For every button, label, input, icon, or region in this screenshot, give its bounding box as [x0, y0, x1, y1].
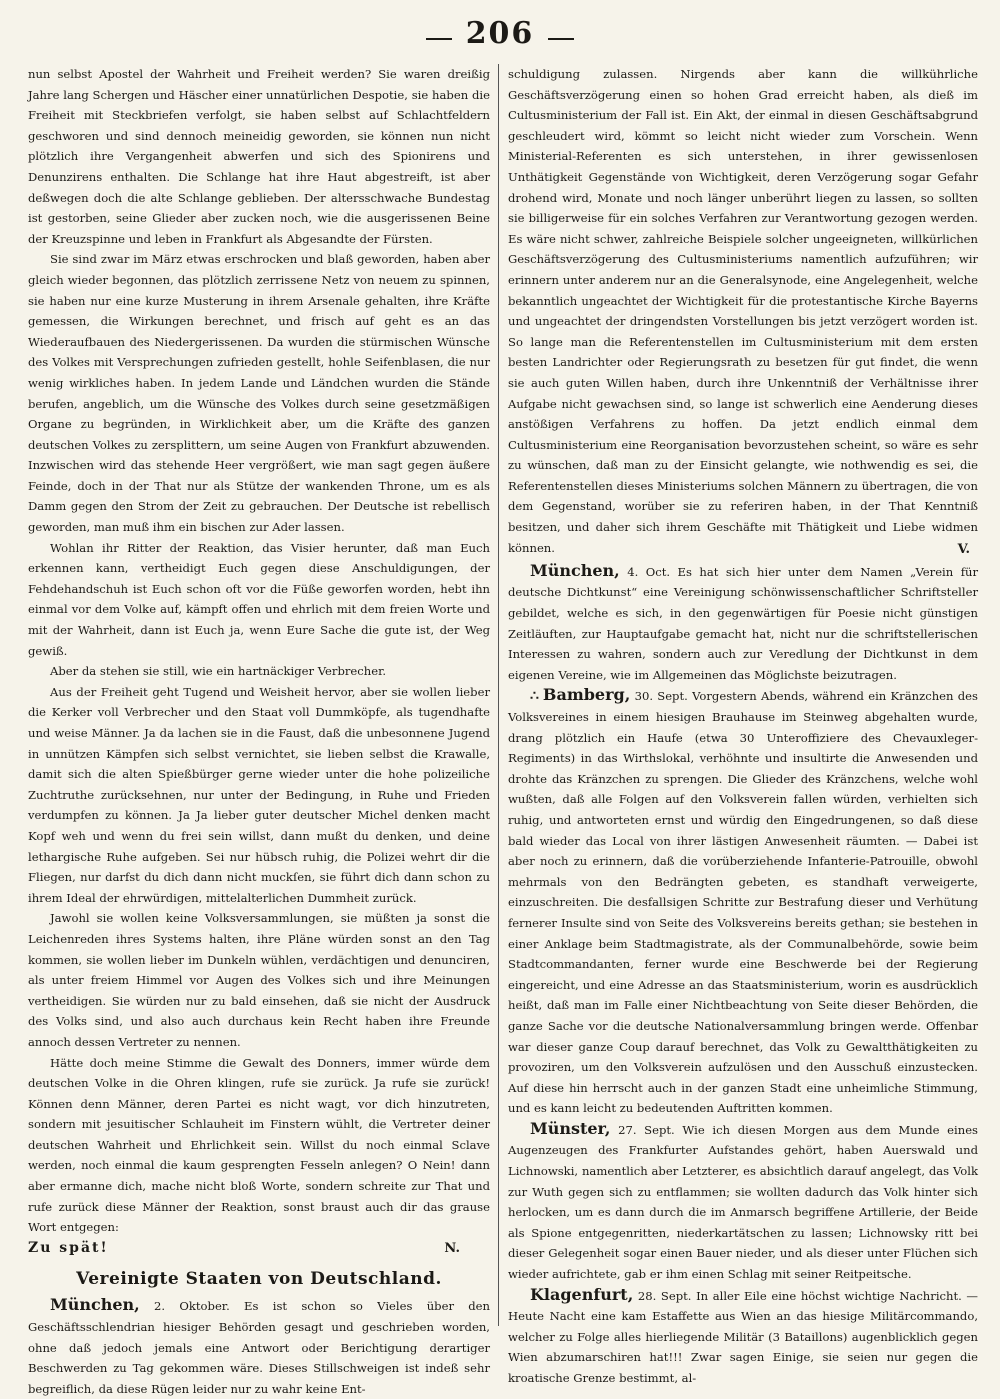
munich-dateline: München, [50, 1295, 140, 1315]
left-paragraph-2: Sie sind zwar im März etwas erschrocken und blaß geworden, haben aber gleich wieder begonnen, das plötzlich zerrissene Netz von neuem zu spinnen, sie haben nur eine kurze Musterung in ihrem Arsenale gehalten, ihre Kräfte gemessen, die Wirkungen berechnet, und frisch auf geht es an das Wiederaufbauen des Niedergerissenen. Da wurden die stürmischen Wünsche des Volkes mit Versprechungen zufrieden gestellt, hohle Seifenblasen, die nur wenig wirkliches haben. In jedem Lande und Ländchen wurden die Stände berufen, angeblich, um die Wünsche des Volkes durch seine gesetzmäßigen Organe zu begründen, in Wirklichkeit aber, um die Kräfte des ganzen deutschen Volkes zu zersplittern, um seine Augen von Frankfurt abzuwenden. Inzwischen wird das stehende Heer vergrößert, wie man sagt gegen äußere Feinde, doch in der That nur als Stütze der wankenden Throne, um es als Damm gegen den Strom der Zeit zu gebrauchen. Der Deutsche ist rebellisch geworden, man muß ihm ein bischen zur Ader lassen. [28, 252, 490, 535]
bamberg-dateline: Bamberg, [542, 685, 631, 705]
page-header [0, 14, 1000, 54]
klagenfurt-article [508, 1285, 978, 1389]
section-title: Vereinigte Staaten von Deutschland. [76, 1269, 442, 1290]
klagenfurt-dateline: Klagenfurt, [530, 1284, 634, 1304]
bamberg-mark: ∴ [530, 688, 539, 705]
klagenfurt-day: 28. Sept. [637, 1288, 692, 1303]
sign-off-initial: N. [444, 1240, 460, 1256]
munich-verein-article [508, 561, 978, 686]
munich-verein-text: Es hat sich hier unter dem Namen „Verein für deutsche Dichtkunst“ eine Vereinigung schönwissenschaftlicher Schriftsteller gebildet, welche es sich, in den gegenwärtigen für Poesie nicht günstigen Zeitläuften, zur Hauptaufgabe gemacht hat, nicht nur die schriftstellerischen Interessen zu wahren, sondern auch zur Veredlung der Dichtkunst in dem eigenen Vereine, wie im Allgemeinen das Möglichste beizutragen. [508, 564, 978, 682]
munster-day: 27. Sept. [618, 1122, 675, 1137]
right-column [508, 64, 979, 1385]
column-rule [498, 64, 499, 1326]
sign-off-text: Zu spät! [28, 1239, 109, 1256]
header-dash-right [548, 38, 574, 40]
right-paragraph-1-initial: V. [957, 542, 970, 558]
munich-article [28, 1295, 490, 1399]
left-paragraph-4: Aber da stehen sie still, wie ein hartnäckiger Verbrecher. [50, 664, 387, 679]
article-sign-off [28, 1238, 490, 1260]
munich-text: Es ist schon so Vieles über den Geschäftsschlendrian hiesiger Behörden gesagt und geschrieben worden, ohne daß jedoch jemals eine Antwort oder Berichtigung derartiger Beschwerden zu Tag gekommen wäre. Dieses Stillschweigen ist indeß sehr begreiflich, da diese Rügen leider nur zu wahr keine Ent- [28, 1299, 491, 1396]
left-column [28, 64, 491, 1396]
right-paragraph-1: schuldigung zulassen. Nirgends aber kann die willkührliche Geschäftsverzögerung einen so hohen Grad erreicht haben, als dieß im Cultusministerium der Fall ist. Ein Akt, der einmal in diesen Geschäftsabgrund geschleudert wird, kömmt so leicht nicht wieder zum Vorschein. Wenn Ministerial-Referenten es sich unterstehen, in ihrer gewissenlosen Unthätigkeit Gegenstände von Wichtigkeit, deren Verzögerung sogar Gefahr drohend wird, Monate und noch länger unberührt liegen zu lassen, so sollten sie billigerweise für ein solches Verfahren zur Verantwortung gezogen werden. Es wäre nicht schwer, zahlreiche Beispiele solcher ungeeigneten, willkürlichen Geschäftsverzögerung des Cultusministeriums namentlich aufzuführen; wir erinnern unter anderem nur an die Generalsynode, eine Angelegenheit, welche bekanntlich ungeachtet der Wichtigkeit für die protestantische Kirche Bayerns und ungeachtet der dringendsten Vorstellungen bis jetzt verzögert worden ist. So lange man die Referentenstellen im Cultusministerium mit dem ersten besten Landrichter oder Regierungsrath zu besetzen für gut findet, die wenn sie auch guten Willen haben, durch ihre Unkenntniß der Verhältnisse ihrer Aufgabe nicht gewachsen sind, so lange ist schwerlich eine Aenderung dieses anstößigen Verfahrens zu hoffen. Da jetzt endlich einmal dem Cultusministerium eine Reorganisation bevorzustehen scheint, so wäre es sehr zu wünschen, daß man zu der Einsicht gelangte, wie nothwendig es sei, die Referentenstellen dieses Ministeriums solchen Männern zu übertragen, die von dem Gegenstand, worüber sie zu referiren haben, in der That Kenntniß besitzen, und daher sich ihrem Geschäfte mit Thätigkeit und Liebe widmen können. [508, 67, 978, 555]
munich-verein-dateline: München, [530, 560, 620, 580]
munster-text: Wie ich diesen Morgen aus dem Munde eines Augenzeugen des Frankfurter Aufstandes gehört, haben Auerswald und Lichnowski, namentlich aber Letzterer, es absichtlich darauf angelegt, das Volk zur Wuth gegen sich zu entflammen; sie wollten dadurch das Volk hinter sich herlocken, um es dann durch die im Anmarsch begriffene Artillerie, der Beide als Spione entgegenritten, niederkartätschen zu lassen; Lichnowsky ritt bei dieser Gelegenheit sogar einen Bauer nieder, und als dieser unter Flüchen sich wieder aufrichtete, gab er ihm einen Schlag mit seiner Reitpeitsche. [508, 1122, 978, 1282]
munich-day: 2. Oktober. [154, 1299, 230, 1314]
munster-dateline: Münster, [530, 1118, 611, 1138]
bamberg-day: 30. Sept. [634, 689, 688, 704]
header-dash-left [426, 38, 452, 40]
left-paragraph-6: Jawohl sie wollen keine Volksversammlungen, sie müßten ja sonst die Leichenreden ihres Systems halten, ihre Pläne würden sonst an den Tag kommen, sie wollen lieber im Dunkeln wühlen, verdächtigen und denunciren, als unter freiem Himmel vor Augen des Volkes sich und ihre Meinungen vertheidigen. Sie würden nur zu bald einsehen, daß sie nicht der Ausdruck des Volks sind, und also auch durchaus kein Recht haben ihre Freunde annoch dessen Vertreter zu nennen. [28, 911, 490, 1049]
klagenfurt-text: In aller Eile eine höchst wichtige Nachricht. — Heute Nacht eine kam Estaffette aus Wien an das hiesige Militärcommando, welcher zu Folge alles hierliegende Militär (3 Bataillons) augenblicklich gegen Wien abzumarschiren hat!!! Zwar sagen Einige, sie seien nur gegen die kroatische Grenze bestimmt, al- [508, 1288, 979, 1385]
munster-article [508, 1119, 978, 1285]
left-paragraph-7: Hätte doch meine Stimme die Gewalt des Donners, immer würde dem deutschen Volke in die Ohren klingen, rufe sie zurück. Ja rufe sie zurück! Können denn Männer, deren Partei es nicht wagt, vor dich hinzutreten, sondern mit jesuitischer Schlauheit im Finstern wühlt, die Vertreter deiner deutschen Wahrheit und Ehrlichkeit sein. Willst du noch einmal Sclave werden, noch einmal die kaum gesprengten Fesseln anlegen? O Nein! dann aber ermanne dich, mache nicht bloß Worte, sondern schreite zur That und rufe zurück diese Männer der Reaktion, sonst braust auch dir das grause Wort entgegen: [28, 1055, 490, 1235]
page-number: 206 [465, 16, 535, 51]
left-paragraph-1: nun selbst Apostel der Wahrheit und Freiheit werden? Sie waren dreißig Jahre lang Schergen und Häscher einer unnatürlichen Despotie, sie haben die Freiheit mit Steckbriefen verfolgt, sie haben selbst auf Schlachtfeldern geschworen und sind dennoch meineidig geworden, sie können nun nicht plötzlich ihre Vergangenheit abwerfen und sich des Spionirens und Denunzirens enthalten. Die Schlange hat ihre Haut abgestreift, ist aber deßwegen doch die alte Schlange geblieben. Der altersschwache Bundestag ist gestorben, seine Glieder aber zucken noch, wie die ausgerissenen Beine der Kreuzspinne und leben in Frankfurt als Abgesandte der Fürsten. [28, 67, 490, 246]
left-paragraph-3: Wohlan ihr Ritter der Reaktion, das Visier herunter, daß man Euch erkennen kann, vertheidigt Euch gegen diese Anschuldigungen, der Fehdehandschuh ist Euch schon oft vor die Füße geworfen worden, hebt ihn einmal vor dem Volke auf, kämpft offen und ehrlich mit dem freien Worte und mit der Wahrheit, dann ist Euch ja, wenn Eure Sache die gute ist, der Weg gewiß. [28, 540, 490, 658]
bamberg-text: Vorgestern Abends, während ein Kränzchen des Volksvereines in einem hiesigen Brauhause im Steinweg abgehalten wurde, drang plötzlich ein Haufe (etwa 30 Unteroffiziere des Chevauxleger-Regiments) in das Wirthslokal, verhöhnte und insultirte die Anwesenden und drohte das Kränzchen zu sprengen. Die Glieder des Kränzchens, welche wohl wußten, daß alle Folgen auf den Volksverein fallen würden, verhielten sich ruhig, und antworteten ernst und würdig den Eingedrungenen, so daß diese bald wieder das Local von ihrer lästigen Anwesenheit räumten. — Dabei ist aber noch zu erinnern, daß die vorüberziehende Infanterie-Patrouille, obwohl mehrmals von den Bedrängten gebeten, es standhaft verweigerte, einzuschreiten. Die desfallsigen Schritte zur Bestrafung dieser und Verhütung fernerer Insulte sind von Seite des Volksvereins bereits gethan; sie bestehen in einer Anklage beim Stadtmagistrate, als der Communalbehörde, sowie beim Stadtcommandanten, ferner wurde eine Beschwerde bei der Regierung eingereicht, und eine Adresse an das Staatsministerium, worin es ausdrücklich heißt, daß man im Falle einer Nichtbeachtung von Seite dieser Behörden, die ganze Sache vor die deutsche Nationalversammlung bringen werde. Offenbar war dieser ganze Coup darauf berechnet, das Volk zu Gewaltthätigkeiten zu provoziren, um den Volksverein aufzulösen und den Ausschuß einzustecken. Auf diese hin herrscht auch in der ganzen Stadt eine unheimliche Stimmung, und es kann leicht zu bedeutenden Auftritten kommen. [508, 689, 978, 1116]
munich-verein-day: 4. Oct. [627, 564, 671, 579]
left-paragraph-5: Aus der Freiheit geht Tugend und Weisheit hervor, aber sie wollen lieber die Kerker voll Verbrecher und den Staat voll Dummköpfe, als tugendhafte und weise Männer. Ja da lachen sie in die Faust, daß die unbesonnene Jugend in unnützen Kämpfen sich selbst vernichtet, sie lieben selbst die Krawalle, damit sich die alten Spießbürger gerne wieder unter die hohe polizeiliche Zuchtruthe zurücksehnen, nur unter der Bedingung, in Ruhe und Frieden verdumpfen zu können. Ja Ja lieber guter deutscher Michel denken macht Kopf weh und wenn du frei sein willst, dann mußt du denken, und deine lethargische Ruhe aufgeben. Sei nur hübsch ruhig, die Polizei wehrt dir die Fliegen, nur darfst du dich dann nicht muckſen, sie führt dich dann schon zu ihrem Ideal der ehrwürdigen, mittelalterlichen Dummheit zurück. [28, 684, 490, 905]
bamberg-article [508, 685, 978, 1118]
